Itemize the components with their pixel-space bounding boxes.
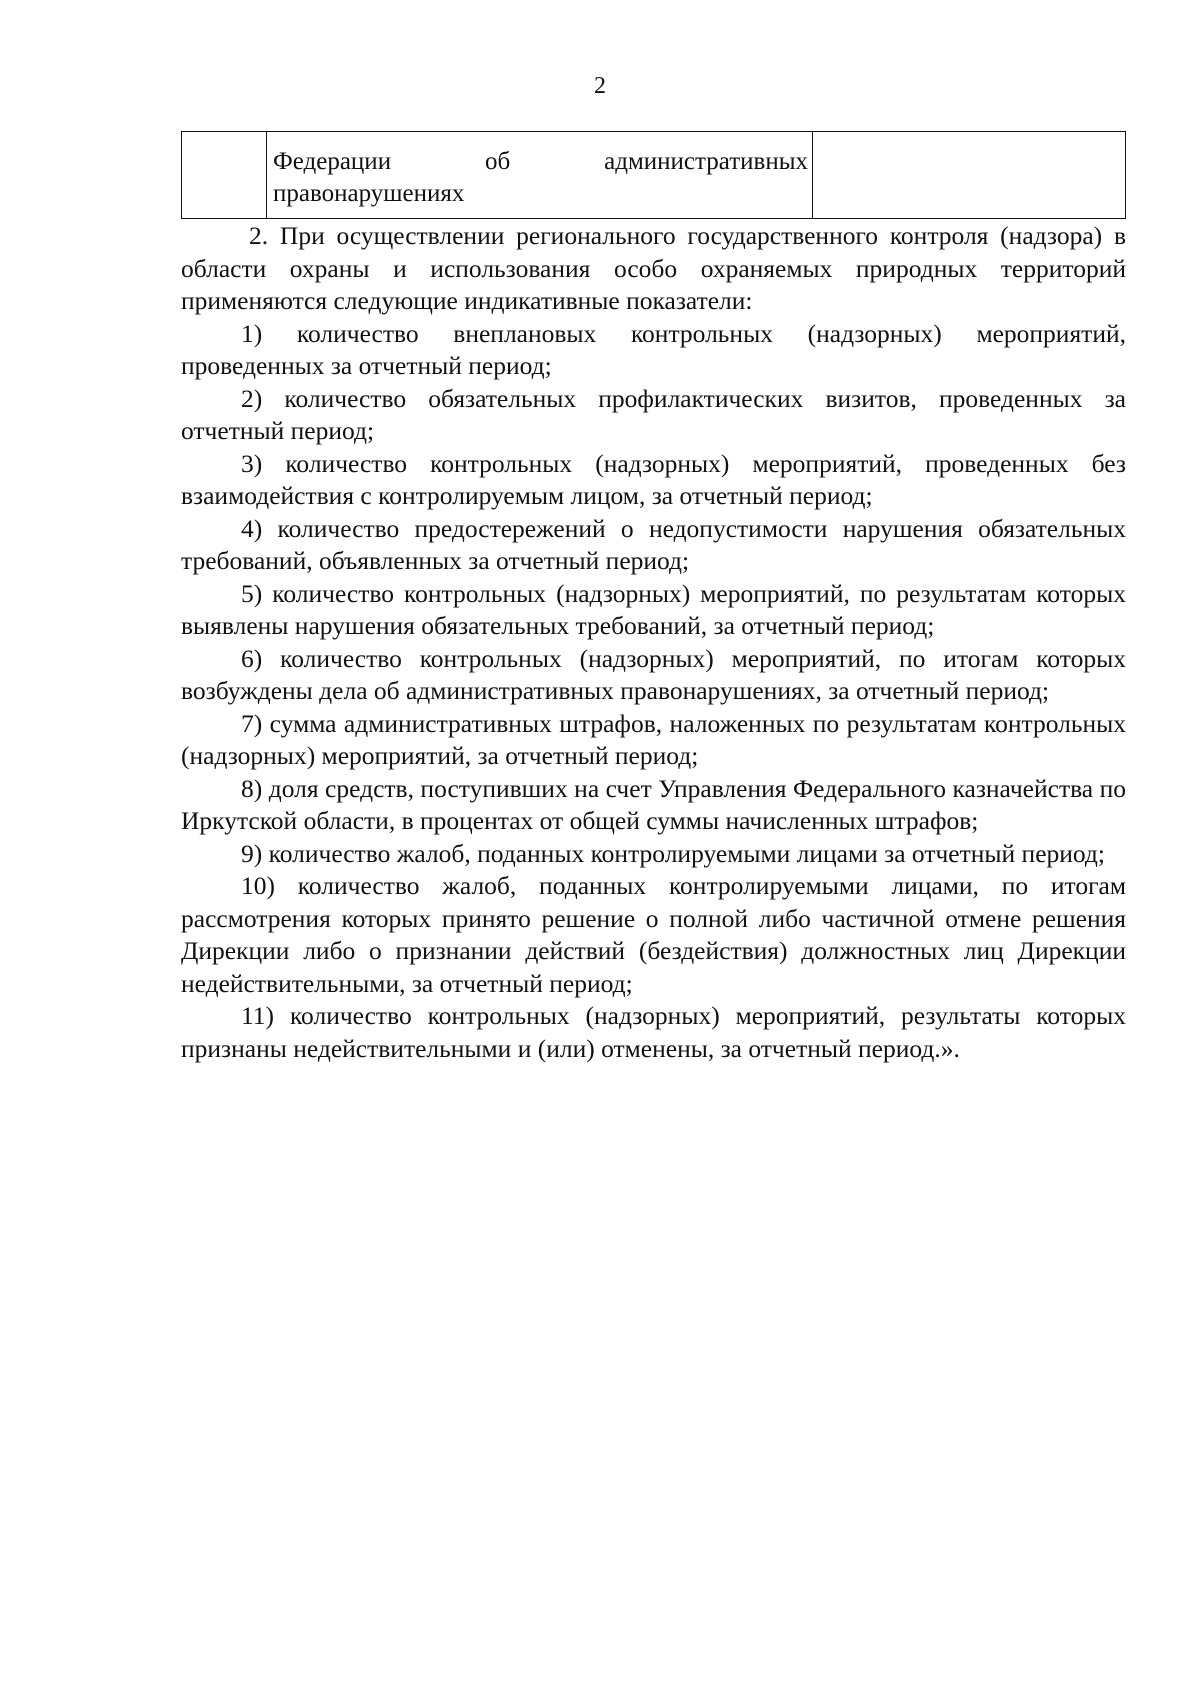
table-cell-word: об: [485, 148, 511, 175]
table-cell-line-1: [273, 146, 808, 178]
table-cell-text: [267, 132, 813, 219]
table-cell-word: Федерации: [273, 148, 392, 175]
list-item: 4) количество предостережений о недопустимости нарушения обязательных требований, объявленных за отчетный период;: [181, 513, 1126, 575]
document-body: [181, 220, 1126, 1065]
continuation-table: [181, 131, 1126, 219]
list-item: 5) количество контрольных (надзорных) мероприятий, по результатам которых выявлены нарушения обязательных требований, за отчетный период;: [181, 578, 1126, 640]
table-cell-empty: [813, 132, 1126, 219]
table-cell-line-2: правонарушениях: [273, 180, 465, 207]
list-item: 1) количество внеплановых контрольных (надзорных) мероприятий, проведенных за отчетный период;: [181, 318, 1126, 380]
list-item: 6) количество контрольных (надзорных) мероприятий, по итогам которых возбуждены дела об административных правонарушениях, за отчетный период;: [181, 643, 1126, 705]
list-item: 10) количество жалоб, поданных контролируемыми лицами, по итогам рассмотрения которых принято решение о полной либо частичной отмене решения Дирекции либо о признании действий (бездействия) должностных лиц Дирекции недействительными, за отчетный период;: [181, 871, 1126, 998]
list-item: 11) количество контрольных (надзорных) мероприятий, результаты которых признаны недействительными и (или) отменены, за отчетный период.».: [181, 1001, 1126, 1063]
list-item: 9) количество жалоб, поданных контролируемыми лицами за отчетный период;: [241, 838, 1105, 868]
table-row: [182, 132, 1126, 219]
list-item: 3) количество контрольных (надзорных) мероприятий, проведенных без взаимодействия с контролируемым лицом, за отчетный период;: [181, 448, 1126, 510]
page-number: 2: [594, 73, 606, 99]
table-cell-number: [182, 132, 267, 219]
table-cell-word: административных: [604, 148, 808, 175]
list-item: 2) количество обязательных профилактических визитов, проведенных за отчетный период;: [181, 383, 1126, 445]
list-item: 8) доля средств, поступивших на счет Управления Федерального казначейства по Иркутской области, в процентах от общей суммы начисленных штрафов;: [181, 773, 1126, 835]
list-item: 7) сумма административных штрафов, наложенных по результатам контрольных (надзорных) мероприятий, за отчетный период;: [181, 708, 1126, 770]
paragraph-intro: 2. При осуществлении регионального государственного контроля (надзора) в области охраны и использования особо охраняемых природных территорий применяются следующие индикативные показатели:: [181, 221, 1126, 315]
